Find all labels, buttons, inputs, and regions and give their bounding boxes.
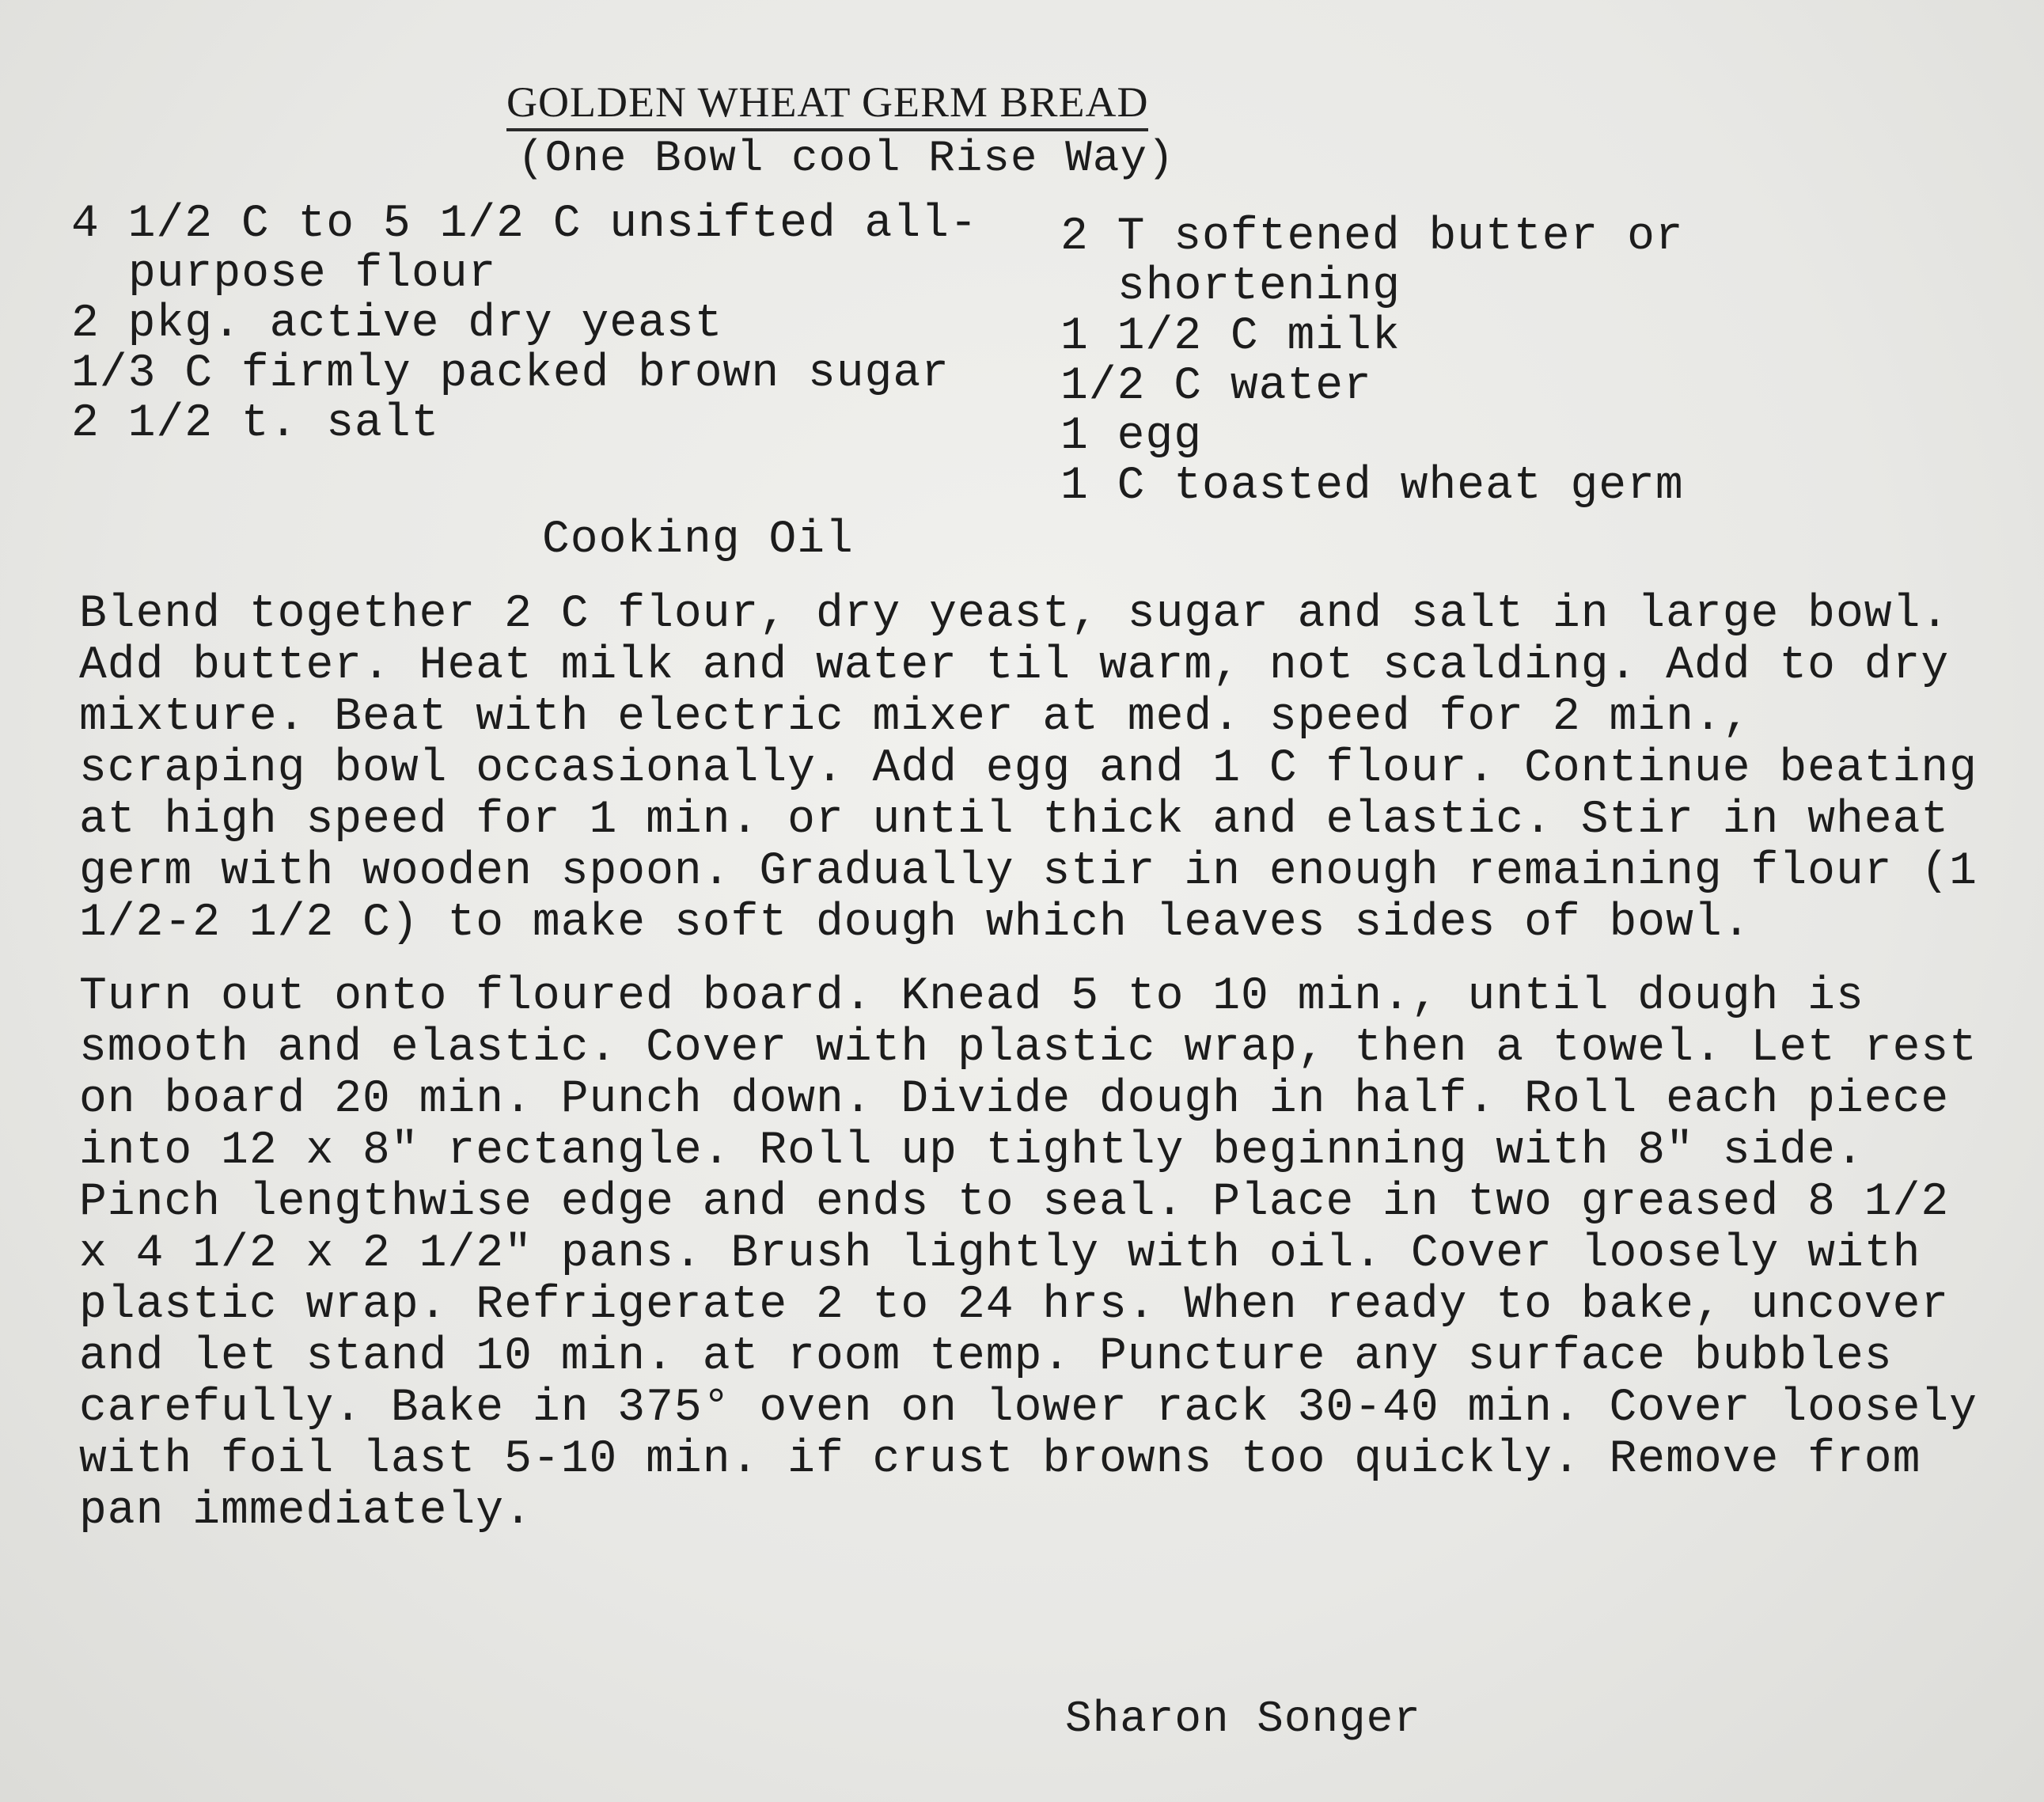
recipe-title: GOLDEN WHEAT GERM BREAD — [506, 78, 1148, 131]
ingredient-item: 1 1/2 C milk — [1060, 311, 1401, 362]
recipe-subtitle: (One Bowl cool Rise Way) — [518, 133, 1175, 184]
ingredient-item: 1/2 C water — [1060, 361, 1372, 412]
ingredient-item: 4 1/2 C to 5 1/2 C unsifted all-purpose flour — [71, 199, 978, 300]
ingredient-item: 1/3 C firmly packed brown sugar — [71, 348, 950, 400]
instruction-paragraph: Blend together 2 C flour, dry yeast, sugar and salt in large bowl. Add butter. Heat milk and water til warm, not scalding. Add to dry mixture. Beat with electric mixer at med. speed for 2 min., scraping bowl occasionally. Add egg and 1 C flour. Continue beating at high speed for 1 min. or until thick and elastic. Stir in wheat germ with wooden spoon. Gradually stir in enough remaining flour (1 1/2-2 1/2 C) to make soft dough which leaves sides of bowl. — [79, 589, 1978, 949]
ingredient-item: 1 egg — [1060, 411, 1203, 462]
instructions-section — [79, 589, 2002, 1559]
ingredients-section — [71, 199, 1891, 579]
ingredient-item: 1 C toasted wheat germ — [1060, 461, 1684, 512]
instruction-paragraph: Turn out onto floured board. Knead 5 to 10 min., until dough is smooth and elastic. Cover with plastic wrap, then a towel. Let rest on board 20 min. Punch down. Divide dough in half. Roll each piece into 12 x 8" rectangle. Roll up tightly beginning with 8" side. Pinch lengthwise edge and ends to seal. Place in two greased 8 1/2 x 4 1/2 x 2 1/2" pans. Brush lightly with oil. Cover loosely with plastic wrap. Refrigerate 2 to 24 hrs. When ready to bake, uncover and let stand 10 min. at room temp. Puncture any surface bubbles carefully. Bake in 375° oven on lower rack 30-40 min. Cover loosely with foil last 5-10 min. if crust browns too quickly. Remove from pan immediately. — [79, 971, 1978, 1537]
ingredient-item: 2 pkg. active dry yeast — [71, 298, 723, 350]
ingredient-item: 2 T softened butter or shortening — [1060, 211, 1684, 313]
extra-ingredient: Cooking Oil — [542, 514, 854, 566]
ingredients-left-column — [71, 199, 1021, 449]
author-signature: Sharon Songer — [1065, 1694, 1421, 1744]
ingredients-right-column — [1060, 212, 1931, 511]
ingredient-item: 2 1/2 t. salt — [71, 398, 440, 450]
title-block — [506, 78, 1234, 184]
